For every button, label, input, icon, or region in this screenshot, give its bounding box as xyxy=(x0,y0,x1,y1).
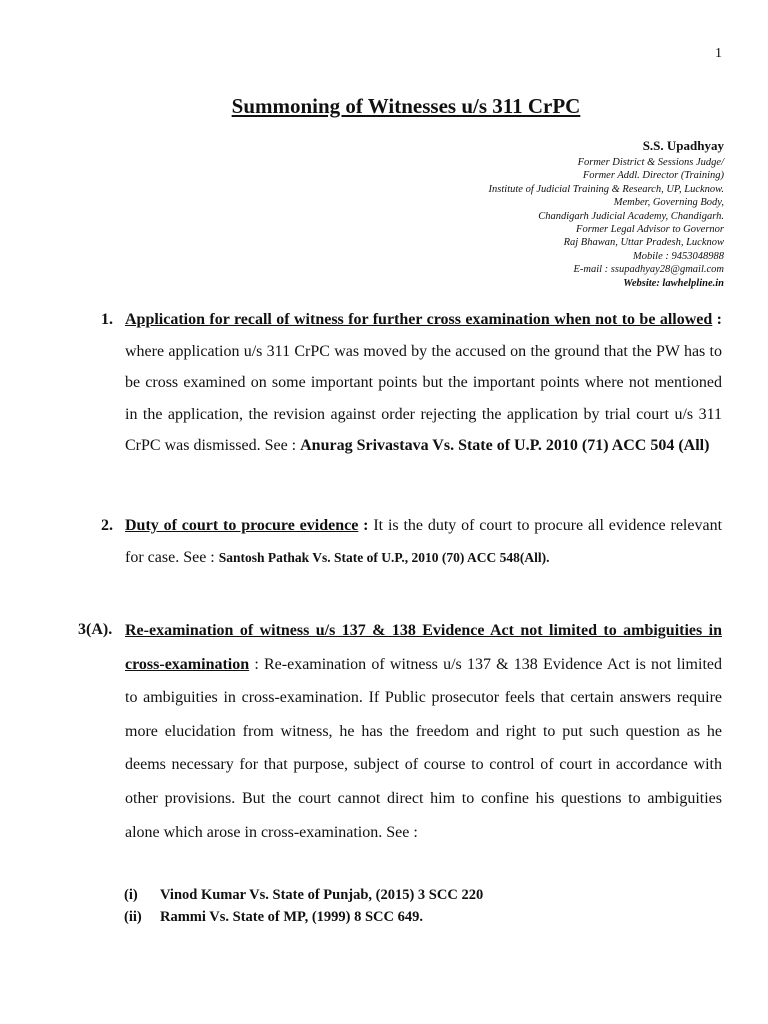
item-number: 1. xyxy=(101,311,113,328)
item-body: Re-examination of witness u/s 137 & 138 Evidence Act is not limited to ambiguities in cross-examination. If Public prosecutor feels that certain answers require more elucidation from witness, he has the freedom and right to put such question as he deems necessary for that purpose, subject of course to control of court in accordance with other provisions. But the court cannot direct him to confine his questions to ambiguities alone which arose in cross-examination. See : xyxy=(125,655,722,841)
item-citation: Anurag Srivastava Vs. State of U.P. 2010 (71) ACC 504 (All) xyxy=(300,437,710,455)
list-item xyxy=(125,614,722,849)
reference-list xyxy=(124,884,483,928)
item-citation: Santosh Pathak Vs. State of U.P., 2010 (70) ACC 548(All). xyxy=(218,549,550,565)
reference-text: Rammi Vs. State of MP, (1999) 8 SCC 649. xyxy=(160,909,423,925)
author-line: Mobile : 9453048988 xyxy=(633,250,724,262)
author-line: Former Addl. Director (Training) xyxy=(582,170,724,182)
author-line: Former Legal Advisor to Governor xyxy=(576,224,724,236)
item-separator: : xyxy=(358,517,374,534)
list-item xyxy=(125,510,722,573)
reference-label: (ii) xyxy=(124,909,142,925)
author-website: Website: lawhelpline.in xyxy=(623,277,724,289)
item-heading: Duty of court to procure evidence xyxy=(125,517,359,534)
item-heading: Application for recall of witness for further cross examination when not to be allowed xyxy=(125,311,713,328)
author-line: Member, Governing Body, xyxy=(613,197,724,209)
item-separator: : xyxy=(712,311,723,328)
author-line: Institute of Judicial Training & Research, UP, Lucknow. xyxy=(488,183,724,195)
page-number: 1 xyxy=(715,46,722,61)
reference-text: Vinod Kumar Vs. State of Punjab, (2015) 3 SCC 220 xyxy=(160,887,484,903)
item-heading: Re-examination of witness u/s 137 & 138 Evidence Act not limited to ambiguities in cross-examination xyxy=(125,622,722,673)
author-line: E-mail : ssupadhyay28@gmail.com xyxy=(573,264,724,276)
item-number: 3(A). xyxy=(78,621,113,638)
item-body: It is the duty of court to procure all evidence relevant for case. See : xyxy=(125,517,723,566)
item-number: 2. xyxy=(101,517,113,534)
author-name: S.S. Upadhyay xyxy=(642,138,724,153)
author-line: Raj Bhawan, Uttar Pradesh, Lucknow xyxy=(563,237,724,249)
reference-label: (i) xyxy=(124,887,138,903)
author-line: Chandigarh Judicial Academy, Chandigarh. xyxy=(538,210,724,222)
author-line: Former District & Sessions Judge/ xyxy=(577,157,724,168)
document-title: Summoning of Witnesses u/s 311 CrPC xyxy=(231,94,581,118)
author-block xyxy=(489,138,724,290)
item-separator: : xyxy=(249,655,264,673)
reference-item xyxy=(124,884,483,906)
item-body: where application u/s 311 CrPC was moved by the accused on the ground that the PW has to be cross examined on some important points but the important points where not mentioned in the application, the revision against order rejecting the application by trial court u/s 311 CrPC was dismissed. See : xyxy=(125,342,722,455)
list-item xyxy=(125,304,722,462)
reference-item xyxy=(124,906,483,928)
